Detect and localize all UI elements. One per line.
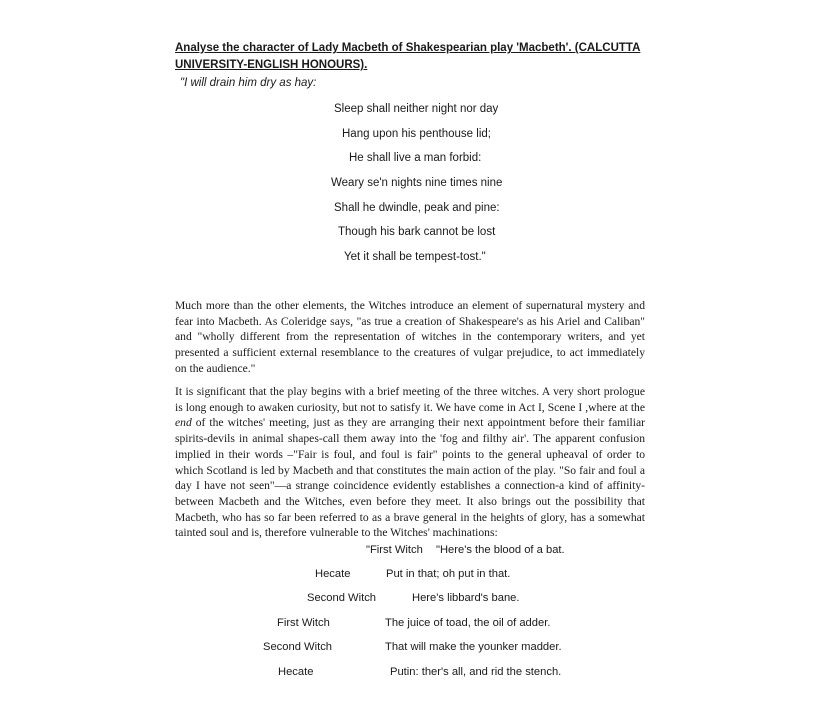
verse-line: Shall he dwindle, peak and pine: xyxy=(334,202,500,214)
dialogue-speaker: First Witch xyxy=(277,617,330,629)
verse-intro-line: "I will drain him dry as hay: xyxy=(180,77,317,89)
paragraph-witches-intro: Much more than the other elements, the Witches introduce an element of supernatural mystery and fear into Macbeth. As Coleridge says, "as true a creation of Shakespeare's as his Ariel and Caliban" and "wholly different from the representation of witches in the contemporary writers, and yet presented a sufficient external resemblance to the creatures of vulgar prejudice, to act immediately on the audience." xyxy=(175,299,645,375)
paragraph-text: It is significant that the play begins with a brief meeting of the three witches. A very short prologue is long enough to awaken curiosity, but not to satisfy it. We have come in Act I, Scene I ,where at the xyxy=(175,385,645,414)
verse-line: Yet it shall be tempest-tost." xyxy=(344,251,486,263)
verse-line: Weary se'n nights nine times nine xyxy=(331,177,503,189)
dialogue-speaker: Hecate xyxy=(315,568,351,580)
paragraph-text: of the witches' meeting, just as they are arranging their next appointment before their familiar spirits-devils in animal shapes-call them away into the 'fog and filthy air'. The apparent confusion implied in their words –"Fair is foul, and foul is fair" points to the general upheaval of order to which Scotland is led by Macbeth and that constitutes the main action of the play. "So fair and foul a day I have not seen"—a strange coincidence evidently establishes a connection-a kind of affinity-between Macbeth and the Witches, even before they meet. It also brings out the possibility that Macbeth, who has so far been referred to as a brave general in the heights of glory, has a somewhat tainted soul and is, therefore vulnerable to the Witches' machinations: xyxy=(175,416,645,540)
dialogue-line: Here's libbard's bane. xyxy=(412,592,520,604)
emphasis-end: end xyxy=(175,416,192,430)
document-title: Analyse the character of Lady Macbeth of Shakespearian play 'Macbeth'. (CALCUTTA UNIVERSITY-ENGLISH HONOURS). xyxy=(175,42,641,71)
verse-line: He shall live a man forbid: xyxy=(349,152,482,164)
verse-line: Hang upon his penthouse lid; xyxy=(342,128,491,140)
dialogue-line: The juice of toad, the oil of adder. xyxy=(385,617,551,629)
verse-line: Though his bark cannot be lost xyxy=(338,226,496,238)
paragraph-play-opening xyxy=(175,384,645,541)
verse-line: Sleep shall neither night nor day xyxy=(334,103,499,115)
dialogue-speaker: Hecate xyxy=(278,666,314,678)
dialogue-speaker: Second Witch xyxy=(263,641,333,653)
dialogue-line: That will make the younker madder. xyxy=(385,641,562,653)
dialogue-speaker: Second Witch xyxy=(307,592,377,604)
dialogue-line: Putin: ther's all, and rid the stench. xyxy=(390,666,562,678)
dialogue-line: "Here's the blood of a bat. xyxy=(436,544,565,556)
dialogue-speaker: "First Witch xyxy=(366,544,423,556)
dialogue-line: Put in that; oh put in that. xyxy=(386,568,511,580)
